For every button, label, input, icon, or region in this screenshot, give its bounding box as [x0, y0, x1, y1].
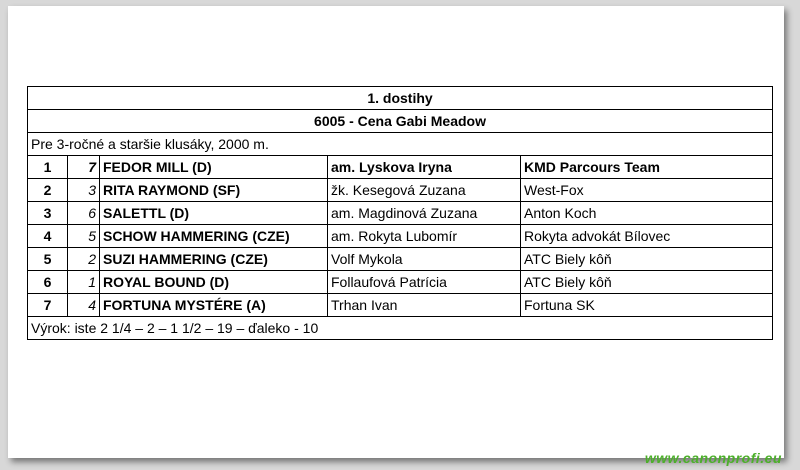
race-title: 6005 - Cena Gabi Meadow	[28, 110, 773, 133]
finish-position: 1	[28, 156, 68, 179]
owner-name: KMD Parcours Team	[521, 156, 773, 179]
start-number: 1	[68, 271, 100, 294]
finish-position: 6	[28, 271, 68, 294]
race-results-table	[27, 86, 773, 340]
horse-name: FEDOR MILL (D)	[100, 156, 328, 179]
horse-name: SALETTL (D)	[100, 202, 328, 225]
finish-position: 7	[28, 294, 68, 317]
horse-name: RITA RAYMOND (SF)	[100, 179, 328, 202]
horse-name: FORTUNA MYSTÉRE (A)	[100, 294, 328, 317]
table-row	[28, 202, 773, 225]
driver-name: Trhan Ivan	[328, 294, 521, 317]
owner-name: Fortuna SK	[521, 294, 773, 317]
race-margins: Výrok: iste 2 1/4 – 2 – 1 1/2 – 19 – ďaleko - 10	[28, 317, 773, 340]
horse-name: SUZI HAMMERING (CZE)	[100, 248, 328, 271]
start-number: 7	[68, 156, 100, 179]
owner-name: ATC Biely kôň	[521, 248, 773, 271]
start-number: 4	[68, 294, 100, 317]
driver-name: Volf Mykola	[328, 248, 521, 271]
horse-name: ROYAL BOUND (D)	[100, 271, 328, 294]
race-margins-row	[28, 317, 773, 340]
driver-name: am. Magdinová Zuzana	[328, 202, 521, 225]
horse-name: SCHOW HAMMERING (CZE)	[100, 225, 328, 248]
finish-position: 2	[28, 179, 68, 202]
finish-position: 4	[28, 225, 68, 248]
race-conditions: Pre 3-ročné a staršie klusáky, 2000 m.	[28, 133, 773, 156]
table-row	[28, 156, 773, 179]
start-number: 2	[68, 248, 100, 271]
driver-name: am. Rokyta Lubomír	[328, 225, 521, 248]
start-number: 6	[68, 202, 100, 225]
driver-name: am. Lyskova Iryna	[328, 156, 521, 179]
race-title-row	[28, 110, 773, 133]
owner-name: Rokyta advokát Bílovec	[521, 225, 773, 248]
start-number: 5	[68, 225, 100, 248]
site-watermark: www.canonprofi.eu	[644, 450, 782, 466]
owner-name: ATC Biely kôň	[521, 271, 773, 294]
owner-name: Anton Koch	[521, 202, 773, 225]
driver-name: Follaufová Patrícia	[328, 271, 521, 294]
start-number: 3	[68, 179, 100, 202]
table-row	[28, 248, 773, 271]
document-sheet	[8, 6, 784, 458]
table-row	[28, 225, 773, 248]
race-heading-row	[28, 87, 773, 110]
table-row	[28, 294, 773, 317]
table-row	[28, 179, 773, 202]
finish-position: 5	[28, 248, 68, 271]
race-heading: 1. dostihy	[28, 87, 773, 110]
finish-position: 3	[28, 202, 68, 225]
table-row	[28, 271, 773, 294]
owner-name: West-Fox	[521, 179, 773, 202]
race-conditions-row	[28, 133, 773, 156]
driver-name: žk. Kesegová Zuzana	[328, 179, 521, 202]
